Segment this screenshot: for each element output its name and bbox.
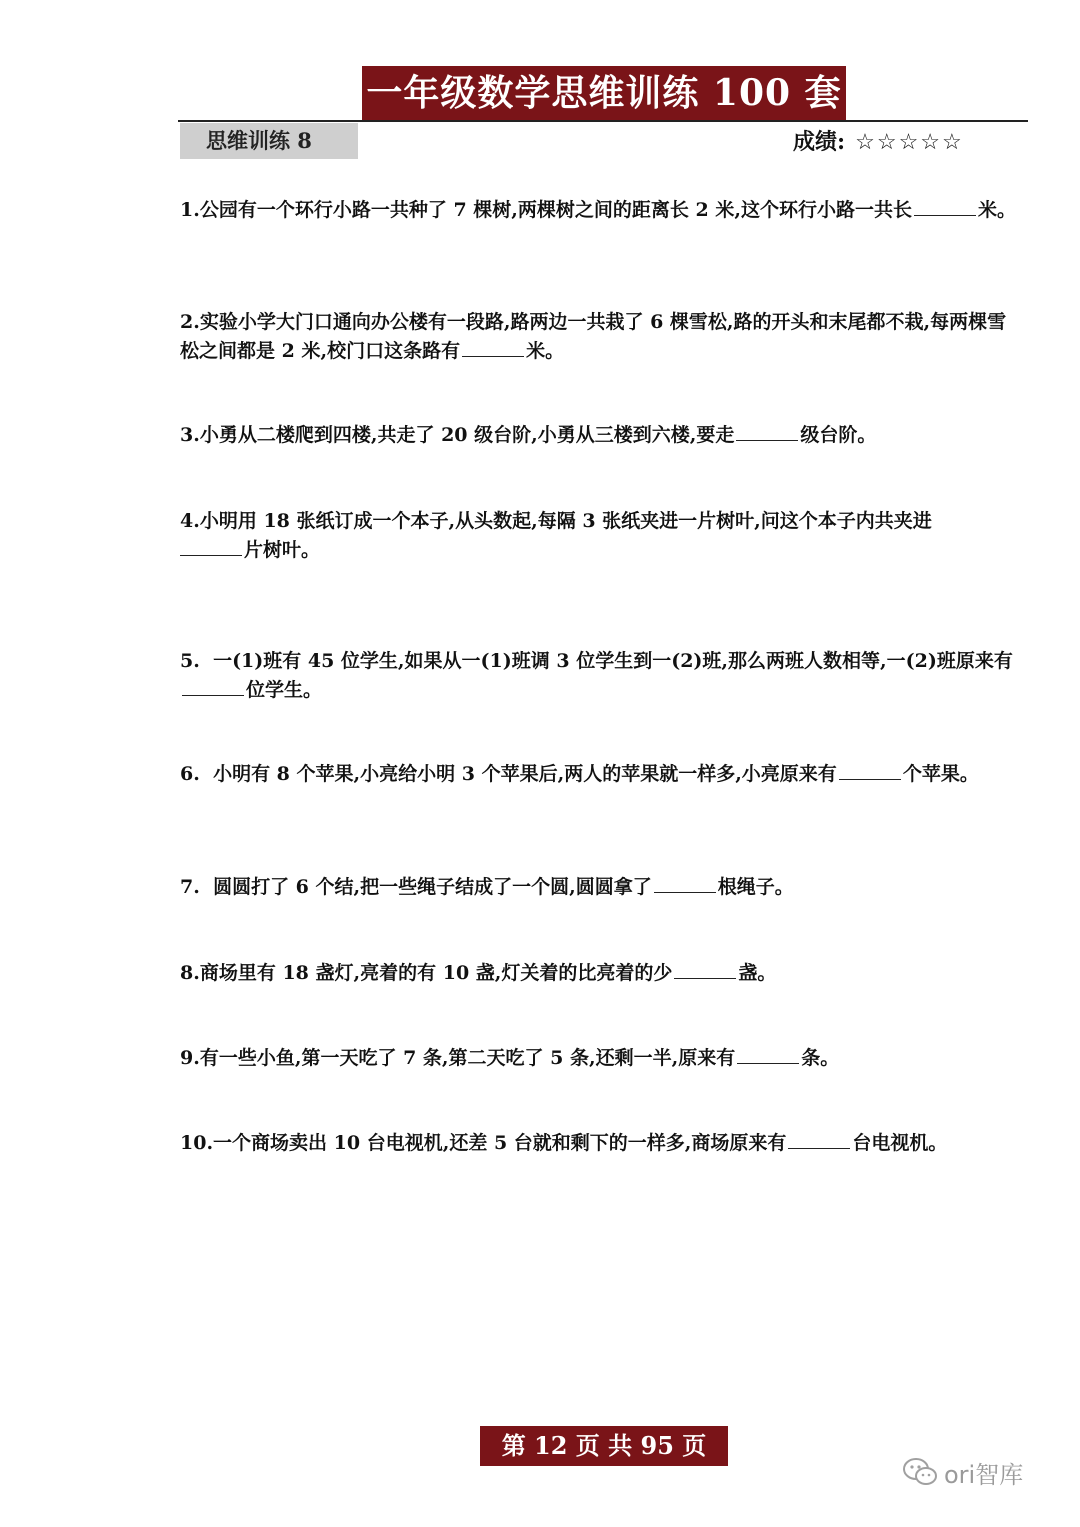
question-text: 3.小勇从二楼爬到四楼,共走了 20 级台阶,小勇从三楼到六楼,要走 xyxy=(180,424,735,446)
score-label: 成绩: xyxy=(793,129,846,155)
watermark-text: ori智库 xyxy=(944,1460,1024,1489)
question-suffix: 片树叶。 xyxy=(244,539,321,561)
answer-blank[interactable] xyxy=(736,422,798,441)
question-suffix: 盏。 xyxy=(738,962,777,984)
question-text: 1.公园有一个环行小路一共种了 7 棵树,两棵树之间的距离长 2 米,这个环行小路一共长 xyxy=(180,199,912,221)
question-text: 5. 一(1)班有 45 位学生,如果从一(1)班调 3 位学生到一(2)班,那么两班人数相等,一(2)班原来有 xyxy=(180,650,1013,672)
header-divider xyxy=(178,120,1028,122)
question-suffix: 条。 xyxy=(801,1047,840,1069)
question-8 xyxy=(180,959,1025,988)
page-number: 第 12 页 共 95 页 xyxy=(480,1426,728,1466)
question-suffix: 米。 xyxy=(526,340,565,362)
watermark xyxy=(902,1452,1023,1492)
question-suffix: 个苹果。 xyxy=(902,763,979,785)
answer-blank[interactable] xyxy=(914,197,976,216)
question-suffix: 级台阶。 xyxy=(800,424,877,446)
question-5 xyxy=(180,647,1025,705)
wechat-icon xyxy=(902,1457,938,1487)
answer-blank[interactable] xyxy=(737,1045,799,1064)
score-stars: ☆☆☆☆☆ xyxy=(855,130,964,155)
question-6 xyxy=(180,760,1025,789)
question-7 xyxy=(180,873,1025,902)
answer-blank[interactable] xyxy=(674,960,736,979)
question-suffix: 台电视机。 xyxy=(852,1132,948,1154)
question-4 xyxy=(180,507,1025,565)
score-field xyxy=(793,126,964,159)
question-9 xyxy=(180,1044,1025,1073)
question-text: 10.一个商场卖出 10 台电视机,还差 5 台就和剩下的一样多,商场原来有 xyxy=(180,1132,787,1154)
answer-blank[interactable] xyxy=(839,761,901,780)
question-text: 8.商场里有 18 盏灯,亮着的有 10 盏,灯关着的比亮着的少 xyxy=(180,962,673,984)
question-text: 2.实验小学大门口通向办公楼有一段路,路两边一共栽了 6 棵雪松,路的开头和末尾都不栽,每两棵雪松之间都是 2 米,校门口这条路有 xyxy=(180,311,1007,362)
question-suffix: 位学生。 xyxy=(246,679,323,701)
question-text: 9.有一些小鱼,第一天吃了 7 条,第二天吃了 5 条,还剩一半,原来有 xyxy=(180,1047,736,1069)
question-suffix: 根绳子。 xyxy=(717,876,794,898)
page-title: 一年级数学思维训练 100 套 xyxy=(362,66,846,120)
answer-blank[interactable] xyxy=(654,874,716,893)
question-2 xyxy=(180,308,1025,366)
answer-blank[interactable] xyxy=(462,338,524,357)
question-text: 7. 圆圆打了 6 个结,把一些绳子结成了一个圆,圆圆拿了 xyxy=(180,876,652,898)
answer-blank[interactable] xyxy=(180,537,242,556)
question-3 xyxy=(180,421,1025,450)
question-10 xyxy=(180,1129,1025,1158)
answer-blank[interactable] xyxy=(788,1130,850,1149)
question-text: 6. 小明有 8 个苹果,小亮给小明 3 个苹果后,两人的苹果就一样多,小亮原来有 xyxy=(180,763,837,785)
question-suffix: 米。 xyxy=(977,199,1016,221)
section-label: 思维训练 8 xyxy=(180,123,358,159)
question-1 xyxy=(180,196,1025,225)
answer-blank[interactable] xyxy=(182,677,244,696)
question-text: 4.小明用 18 张纸订成一个本子,从头数起,每隔 3 张纸夹进一片树叶,问这个本子内共夹进 xyxy=(180,510,932,532)
